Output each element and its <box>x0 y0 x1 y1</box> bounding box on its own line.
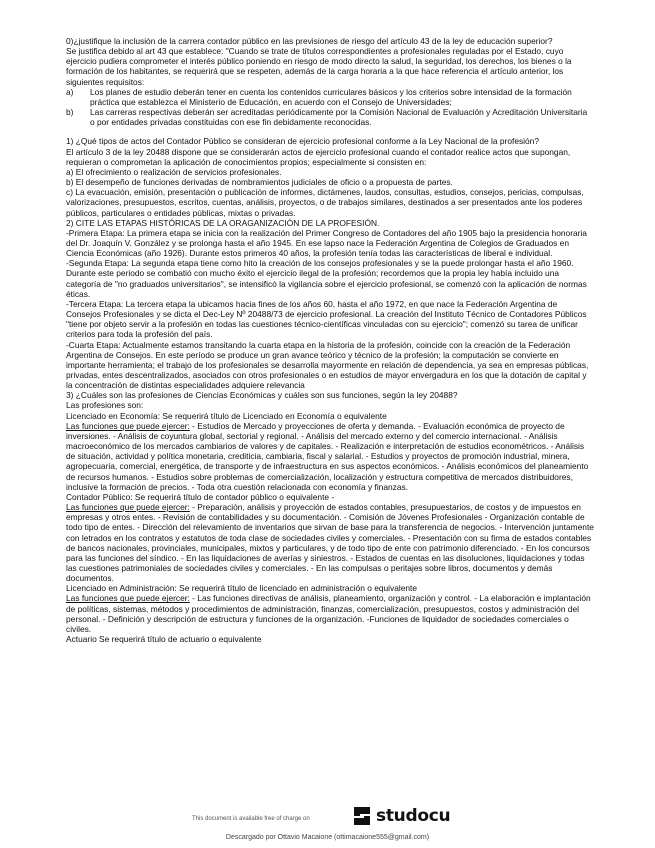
actuario-title: Actuario Se requerirá título de actuario o equivalente <box>66 634 262 645</box>
question-2: 2) CITE LAS ETAPAS HISTÓRICAS DE LA ORAGANIZACIÓN DE LA PROFESIÓN. <box>66 217 380 228</box>
question-1: 1) ¿Qué tipos de actos del Contador Público se consideran de ejercicio profesional conforme a la Ley Nacional de la profesión? <box>66 136 539 147</box>
etapa-4: -Cuarta Etapa: Actualmente estamos transitando la cuarta etapa en la historia de la profesión, coincide con la creación de la Federación Argentina de Consejos. En este período se produce un gran avance teórico y técnico de la profesión; la computación se convierte en importante herramienta; el trabajo de los profesionales se desarrolla mayormente en relación de dependencia, ya sea en empresas públicas, privadas, entes descentralizados, asociados con otros profesionales o en estudios de mayor envergadura en los que la dotación de capital y la concentración de distintas especialidades adquiere relevancia <box>66 339 589 391</box>
requirement-b <box>66 107 594 127</box>
professions-intro: Las profesiones son: <box>66 400 144 411</box>
spacer <box>66 127 594 136</box>
functions-label: Las funciones que puede ejercer: <box>66 420 190 431</box>
download-credit: Descargado por Ottavio Macaione (ottimacaione555@gmail.com) <box>225 834 430 841</box>
requirement-a-text: Los planes de estudio deberán tener en cuenta los contenidos curriculares básicos y los criterios sobre intensidad de la formación práctica que establezca el Ministerio de Educación, en acuerdo con el Consejo de Universidades; <box>90 86 572 107</box>
question-3: 3) ¿Cuáles son las profesiones de Ciencias Económicas y cuáles son sus funciones, según la ley 20488? <box>66 390 458 401</box>
economia-functions-text: - Estudios de Mercado y proyecciones de oferta y demanda. - Evaluación económica de proyecto de inversiones. - Análisis de coyuntura global, sectorial y regional. - Análisis del mercado externo y del comercio internacional. - Análisis macroeconómico de los mercados cambiarios de valores y de capitales. - Realización e interpretación de estudios econométricos. - Análisis de situación, actividad y política monetaria, crediticia, cambiaria, fiscal y salarial. - Estudios y proyectos de promoción industrial, minera, agropecuaria, comercial, energética, de transporte y de infraestructura en sus aspectos económicos. - Análisis económicos del planeamiento de recursos humanos. - Estudios sobre problemas de comercialización, localización y estructura competitiva de mercados distribuidores, inclusive la formación de precios. - Toda otra cuestión relacionada con economía y finanzas. <box>66 420 589 492</box>
document-body <box>66 36 594 644</box>
requirement-b-text: Las carreras respectivas deberán ser acreditadas periódicamente por la Comisión Nacional de Evaluación y Acreditación Universitaria o por entidades privadas constituidas con ese fin debidamente reconocidas. <box>90 107 588 128</box>
brand-name: studocu <box>376 806 451 826</box>
economia-functions <box>66 421 594 492</box>
answer-1: El artículo 3 de la ley 20488 dispone que se considerarán actos de ejercicio profesional cuando el contador realice actos que supongan, requieran o comprometan la aplicación de conocimientos propios; especialmente si consisten en: <box>66 146 571 167</box>
etapa-1: -Primera Etapa: La primera etapa se inicia con la realización del Primer Congreso de Contadores del año 1905 bajo la presidencia honoraria del Dr. Joaquín V. González y se prolonga hasta el año 1945. En ese lapso nace la Federación Argentina de Colegios de Graduados en Ciencia Económicas (año 1926). Durante estos primeros 40 años, la profesión tenía todas las características de liberal e individual. <box>66 227 587 259</box>
answer-0: Se justifica debido al art 43 que establece: "Cuando se trate de títulos correspondientes a profesionales reguladas por el Estado, cuyo ejercicio pudiera comprometer el interés público poniendo en riesgo de modo directo la salud, la seguridad, los derechos, los bienes o la formación de los habitantes, se requerirá que se respeten, además de la carga horaria a la que hace referencia el artículo anterior, los siguientes requisitos: <box>66 46 572 87</box>
act-item-a: a) El ofrecimiento o realización de servicios profesionales. <box>66 166 282 177</box>
admin-functions-text: - Las funciones directivas de análisis, planeamiento, organización y control. - La elaboración e implantación de políticas, sistemas, métodos y procedimientos de administración, finanzas, comercialización, presupuestos, costos y administración del personal. - Definición y descripción de estructura y funciones de la organización. -Funciones de liquidador de sociedades comerciales o civiles. <box>66 593 591 634</box>
requirement-a-label: a) <box>66 86 74 97</box>
contador-functions <box>66 502 594 583</box>
functions-label: Las funciones que puede ejercer: <box>66 502 190 513</box>
question-0: 0)¿justifique la inclusión de la carrera contador público en las previsiones de riesgo del artículo 43 de la ley de educación superior? <box>66 36 553 46</box>
admin-title: Licenciado en Administración: Se requerirá título de licenciado en administración o equivalente <box>66 583 418 594</box>
contador-title: Contador Público: Se requerirá título de contador público o equivalente - <box>66 491 335 502</box>
functions-label: Las funciones que puede ejercer: <box>66 593 190 604</box>
requirement-b-label: b) <box>66 107 74 118</box>
economia-title: Licenciado en Economía: Se requerirá título de Licenciado en Economía o equivalente <box>66 410 387 421</box>
act-item-c: c) La evacuación, emisión, presentación o publicación de informes, dictámenes, laudos, consultas, estudios, consejos, pericias, compulsas, valorizaciones, presupuestos, escritos, cuentas, análisis, proyectos, o de trabajos similares, destinados a ser presentados ante los poderes públicos, particulares o entidades públicas, mixtas o privadas. <box>66 187 584 218</box>
studocu-logo[interactable] <box>352 805 450 827</box>
studocu-s-icon <box>352 805 372 827</box>
requirement-a <box>66 87 594 107</box>
etapa-3: -Tercera Etapa: La tercera etapa la ubicamos hacia fines de los años 60, hasta el año 1972, en que nace la Federación Argentina de Consejos Profesionales y se dicta el Dec-Ley Nº 20488/73 de ejercicio profesional. La creación del Instituto Técnico de Contadores Públicos "tiene por objeto servir a la profesión en todas las cuestiones técnico-científicas vinculadas con su ejercicio"; comenzó su tarea de unificar criterios para toda la profesión del país. <box>66 298 587 340</box>
contador-functions-text: - Preparación, análisis y proyección de estados contables, presupuestarios, de costos y de impuestos en empresas y otros entes. - Revisión de contabilidades y su documentación. - Comisión de Jóvenes Profesionales - Organización contable de todo tipo de entes. - Dirección del relevamiento de inventarios que sirvan de base para la transferencia de negocios. - Intervención juntamente con letrados en los contratos y estatutos de toda clase de sociedades civiles y comerciales. - Presentación con su firma de estados contables de bancos nacionales, provinciales, municipales, mixtos y particulares, y de todo tipo de ente con patrimonio diferenciado. - En los concursos para las funciones del síndico. - En las liquidaciones de averías y siniestros. - Estados de cuentas en las disoluciones, liquidaciones y todas las cuestiones patrimoniales de sociedades civiles y comerciales. - En las compulsas o peritajes sobre libros, documentos y demás documentos. <box>66 502 594 584</box>
etapa-2: -Segunda Etapa: La segunda etapa tiene como hito la creación de los consejos profesionales y se la puede prolongar hasta el año 1960. Durante este periodo se combatió con mucho éxito el ejercicio ilegal de la profesión; recordemos que la propia ley había incluido una categoría de "no graduados universitarios", se intensificó la vigilancia sobre el ejercicio profesional, se comenzó con la aplicación de normas éticas. <box>66 258 587 299</box>
availability-note: This document is available free of charge on <box>192 816 310 822</box>
admin-functions <box>66 593 594 634</box>
act-item-b: b) El desempeño de funciones derivadas de nombramientos judiciales de oficio o a propuesta de partes. <box>66 177 453 188</box>
